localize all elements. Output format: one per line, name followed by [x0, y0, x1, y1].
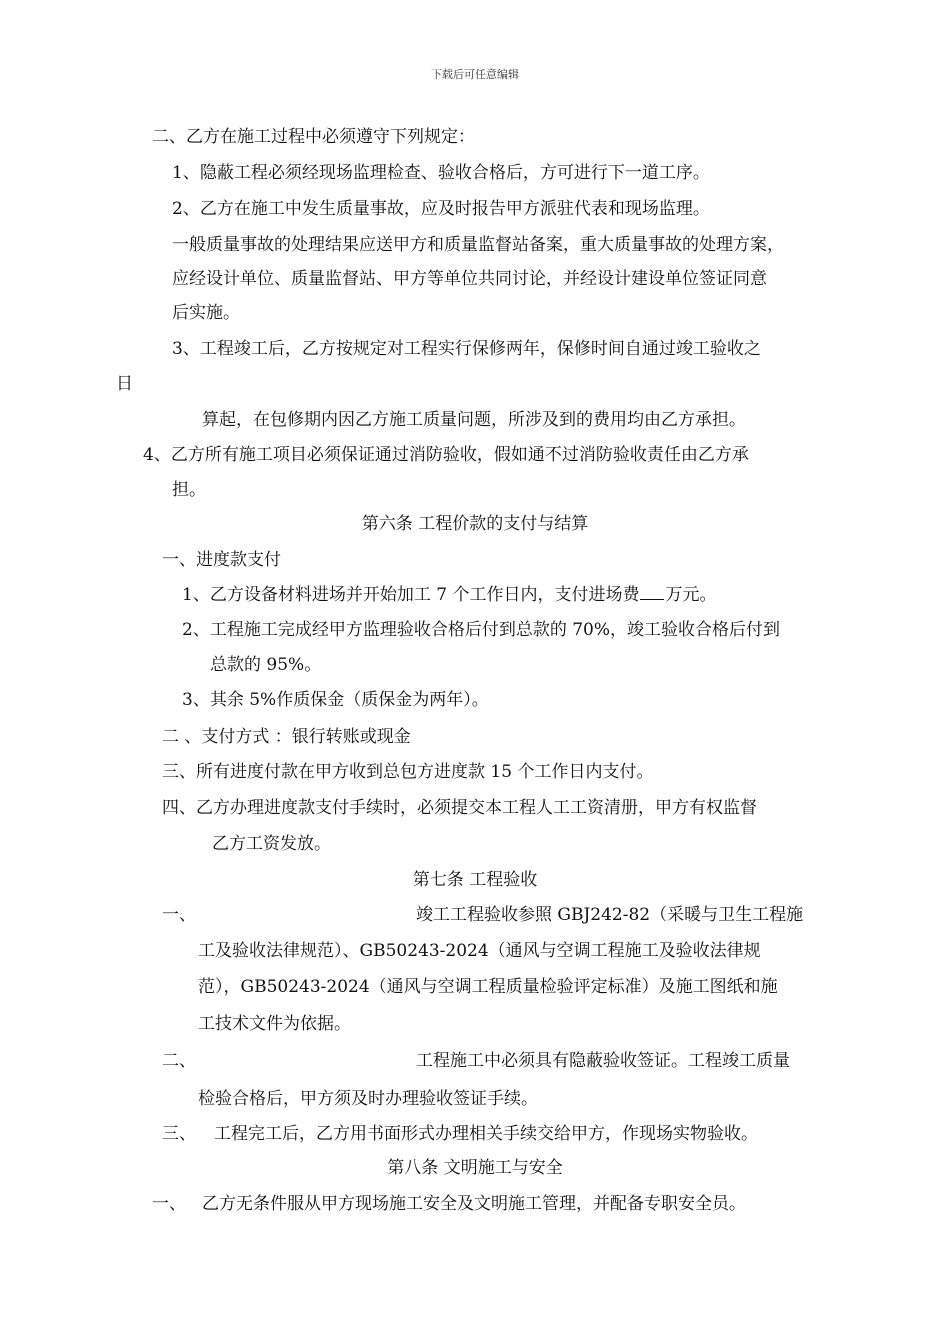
paragraph-line: 四、乙方办理进度款支付手续时，必须提交本工程人工工资清册，甲方有权监督: [162, 798, 757, 818]
article-6-title: 第六条 工程价款的支付与结算: [361, 514, 589, 534]
paragraph-line: 一般质量事故的处理结果应送甲方和质量监督站备案，重大质量事故的处理方案，: [172, 235, 784, 255]
paragraph-line: 乙方工资发放。: [212, 834, 331, 854]
list-marker: 三、: [162, 1124, 196, 1144]
article-7-title: 第七条 工程验收: [412, 870, 538, 890]
paragraph-line: 4、乙方所有施工项目必须保证通过消防验收，假如通不过消防验收责任由乙方承: [143, 445, 749, 465]
paragraph-line: 算起，在包修期内因乙方施工质量问题，所涉及到的费用均由乙方承担。: [202, 410, 746, 430]
blank-underline: [640, 584, 664, 600]
paragraph-text: 万元。: [665, 585, 717, 605]
paragraph-line: [182, 584, 716, 606]
paragraph-line: 工程施工中必须具有隐蔽验收签证。工程竣工质量: [416, 1051, 790, 1071]
paragraph-line: 三、所有进度付款在甲方收到总包方进度款 15 个工作日内支付。: [162, 762, 654, 782]
paragraph-line: 工程完工后，乙方用书面形式办理相关手续交给甲方，作现场实物验收。: [214, 1124, 758, 1144]
paragraph-line: 工及验收法律规范）、GB50243-2024（通风与空调工程施工及验收法律规: [198, 941, 761, 961]
paragraph-line: 应经设计单位、质量监督站、甲方等单位共同讨论，并经设计建设单位签证同意: [172, 269, 767, 289]
paragraph-line: 日: [116, 374, 133, 394]
paragraph-line: 3、其余 5%作质保金（质保金为两年）。: [182, 690, 489, 710]
list-marker: 一、: [152, 1194, 186, 1214]
paragraph-text: 1、乙方设备材料进场并开始加工 7 个工作日内，支付进场费: [182, 585, 640, 605]
paragraph-line: 工技术文件为依据。: [198, 1014, 351, 1034]
paragraph-line: 二 、支付方式 ：银行转账或现金: [162, 727, 411, 747]
paragraph-line: 后实施。: [172, 303, 240, 323]
paragraph-line: 2、工程施工完成经甲方监理验收合格后付到总款的 70%，竣工验收合格后付到: [182, 620, 781, 640]
paragraph-line: 3、工程竣工后，乙方按规定对工程实行保修两年，保修时间自通过竣工验收之: [172, 339, 761, 359]
paragraph-line: 范），GB50243-2024（通风与空调工程质量检验评定标准）及施工图纸和施: [198, 977, 778, 997]
paragraph-line: 担。: [172, 480, 206, 500]
paragraph-line: 1、隐蔽工程必须经现场监理检查、验收合格后，方可进行下一道工序。: [172, 163, 710, 183]
page-header: 下载后可任意编辑: [431, 68, 519, 81]
list-marker: 一、: [162, 905, 196, 925]
paragraph-line: 总款的 95%。: [210, 655, 322, 675]
paragraph-line: 竣工工程验收参照 GBJ242-82（采暖与卫生工程施: [416, 905, 804, 925]
paragraph-line: 检验合格后，甲方须及时办理验收签证手续。: [198, 1089, 538, 1109]
list-marker: 二、: [162, 1051, 196, 1071]
clause-2-heading: 二、乙方在施工过程中必须遵守下列规定：: [152, 127, 475, 147]
paragraph-line: 2、乙方在施工中发生质量事故，应及时报告甲方派驻代表和现场监理。: [172, 199, 710, 219]
paragraph-line: 一、进度款支付: [162, 550, 281, 570]
paragraph-line: 乙方无条件服从甲方现场施工安全及文明施工管理，并配备专职安全员。: [202, 1194, 746, 1214]
article-8-title: 第八条 文明施工与安全: [387, 1158, 563, 1178]
